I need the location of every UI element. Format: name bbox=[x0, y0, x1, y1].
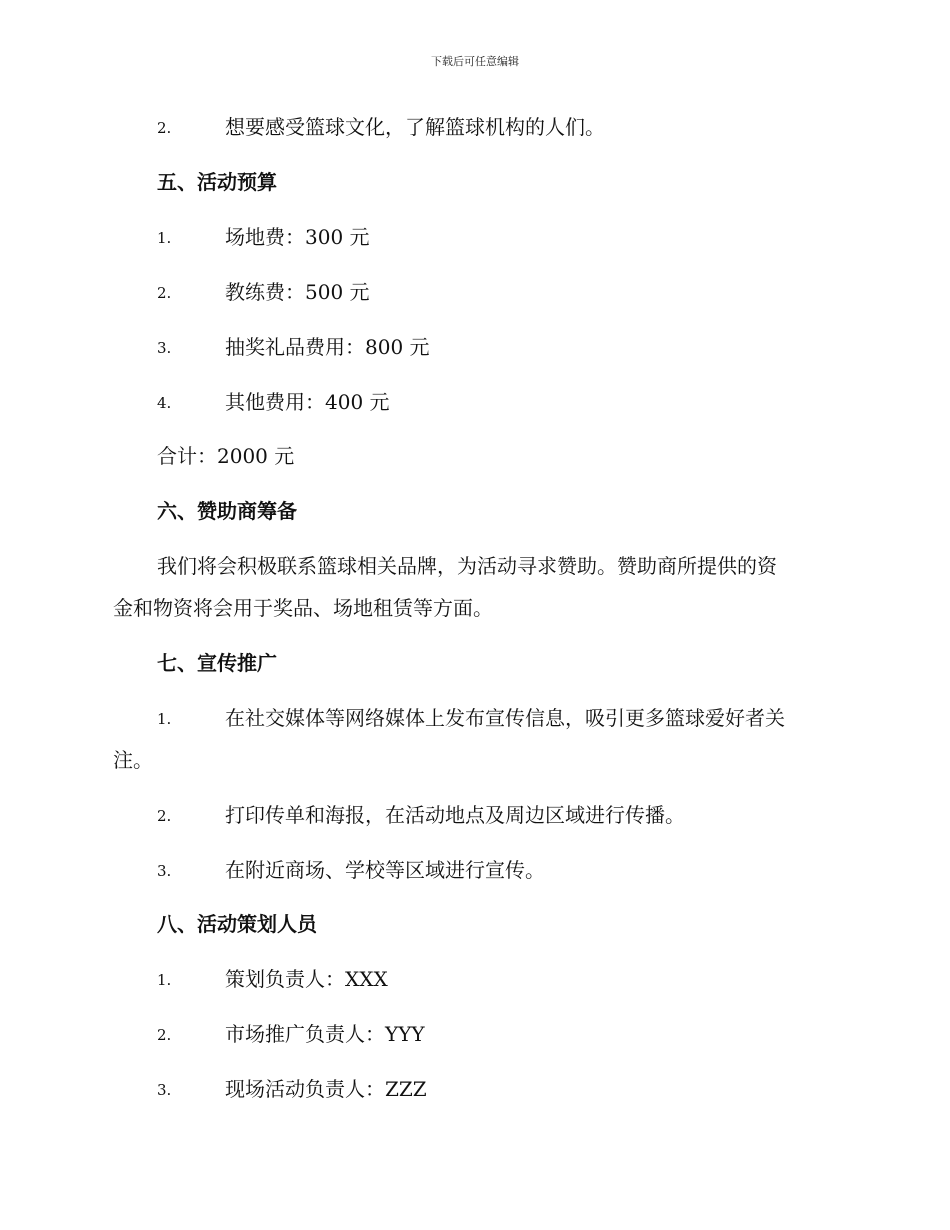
page-header-note: 下载后可任意编辑 bbox=[431, 55, 519, 68]
list-number: 3. bbox=[157, 862, 172, 880]
sponsors-paragraph-line-2: 金和物资将会用于奖品、场地租赁等方面。 bbox=[113, 596, 493, 620]
staff-item-planner: 策划负责人：XXX bbox=[225, 967, 388, 991]
list-number: 3. bbox=[157, 339, 172, 357]
sponsors-paragraph-line-1: 我们将会积极联系篮球相关品牌，为活动寻求赞助。赞助商所提供的资 bbox=[157, 554, 777, 578]
budget-item-prizes: 抽奖礼品费用：800 元 bbox=[225, 335, 430, 359]
promotion-item-flyers: 打印传单和海报，在活动地点及周边区域进行传播。 bbox=[225, 803, 685, 827]
list-item-text: 想要感受篮球文化，了解篮球机构的人们。 bbox=[225, 115, 605, 139]
budget-item-venue: 场地费：300 元 bbox=[225, 225, 370, 249]
staff-item-marketing: 市场推广负责人：YYY bbox=[225, 1022, 425, 1046]
list-number: 2. bbox=[157, 284, 172, 302]
list-number: 4. bbox=[157, 394, 172, 412]
staff-item-onsite: 现场活动负责人：ZZZ bbox=[225, 1077, 427, 1101]
list-number: 2. bbox=[157, 1026, 172, 1044]
section-heading-sponsors: 六、赞助商筹备 bbox=[157, 499, 297, 523]
list-number: 3. bbox=[157, 1081, 172, 1099]
list-number: 2. bbox=[157, 807, 172, 825]
promotion-item-social: 在社交媒体等网络媒体上发布宣传信息，吸引更多篮球爱好者关 bbox=[225, 706, 785, 730]
budget-item-other: 其他费用：400 元 bbox=[225, 390, 390, 414]
list-number: 1. bbox=[157, 229, 172, 247]
promotion-item-local: 在附近商场、学校等区域进行宣传。 bbox=[225, 858, 545, 882]
section-heading-staff: 八、活动策划人员 bbox=[157, 912, 317, 936]
budget-item-coach: 教练费：500 元 bbox=[225, 280, 370, 304]
list-number: 1. bbox=[157, 710, 172, 728]
promotion-item-social-wrap: 注。 bbox=[113, 748, 153, 772]
section-heading-budget: 五、活动预算 bbox=[157, 170, 277, 194]
budget-total: 合计：2000 元 bbox=[157, 444, 295, 468]
section-heading-promotion: 七、宣传推广 bbox=[157, 651, 277, 675]
list-number: 1. bbox=[157, 971, 172, 989]
list-number: 2. bbox=[157, 119, 172, 137]
